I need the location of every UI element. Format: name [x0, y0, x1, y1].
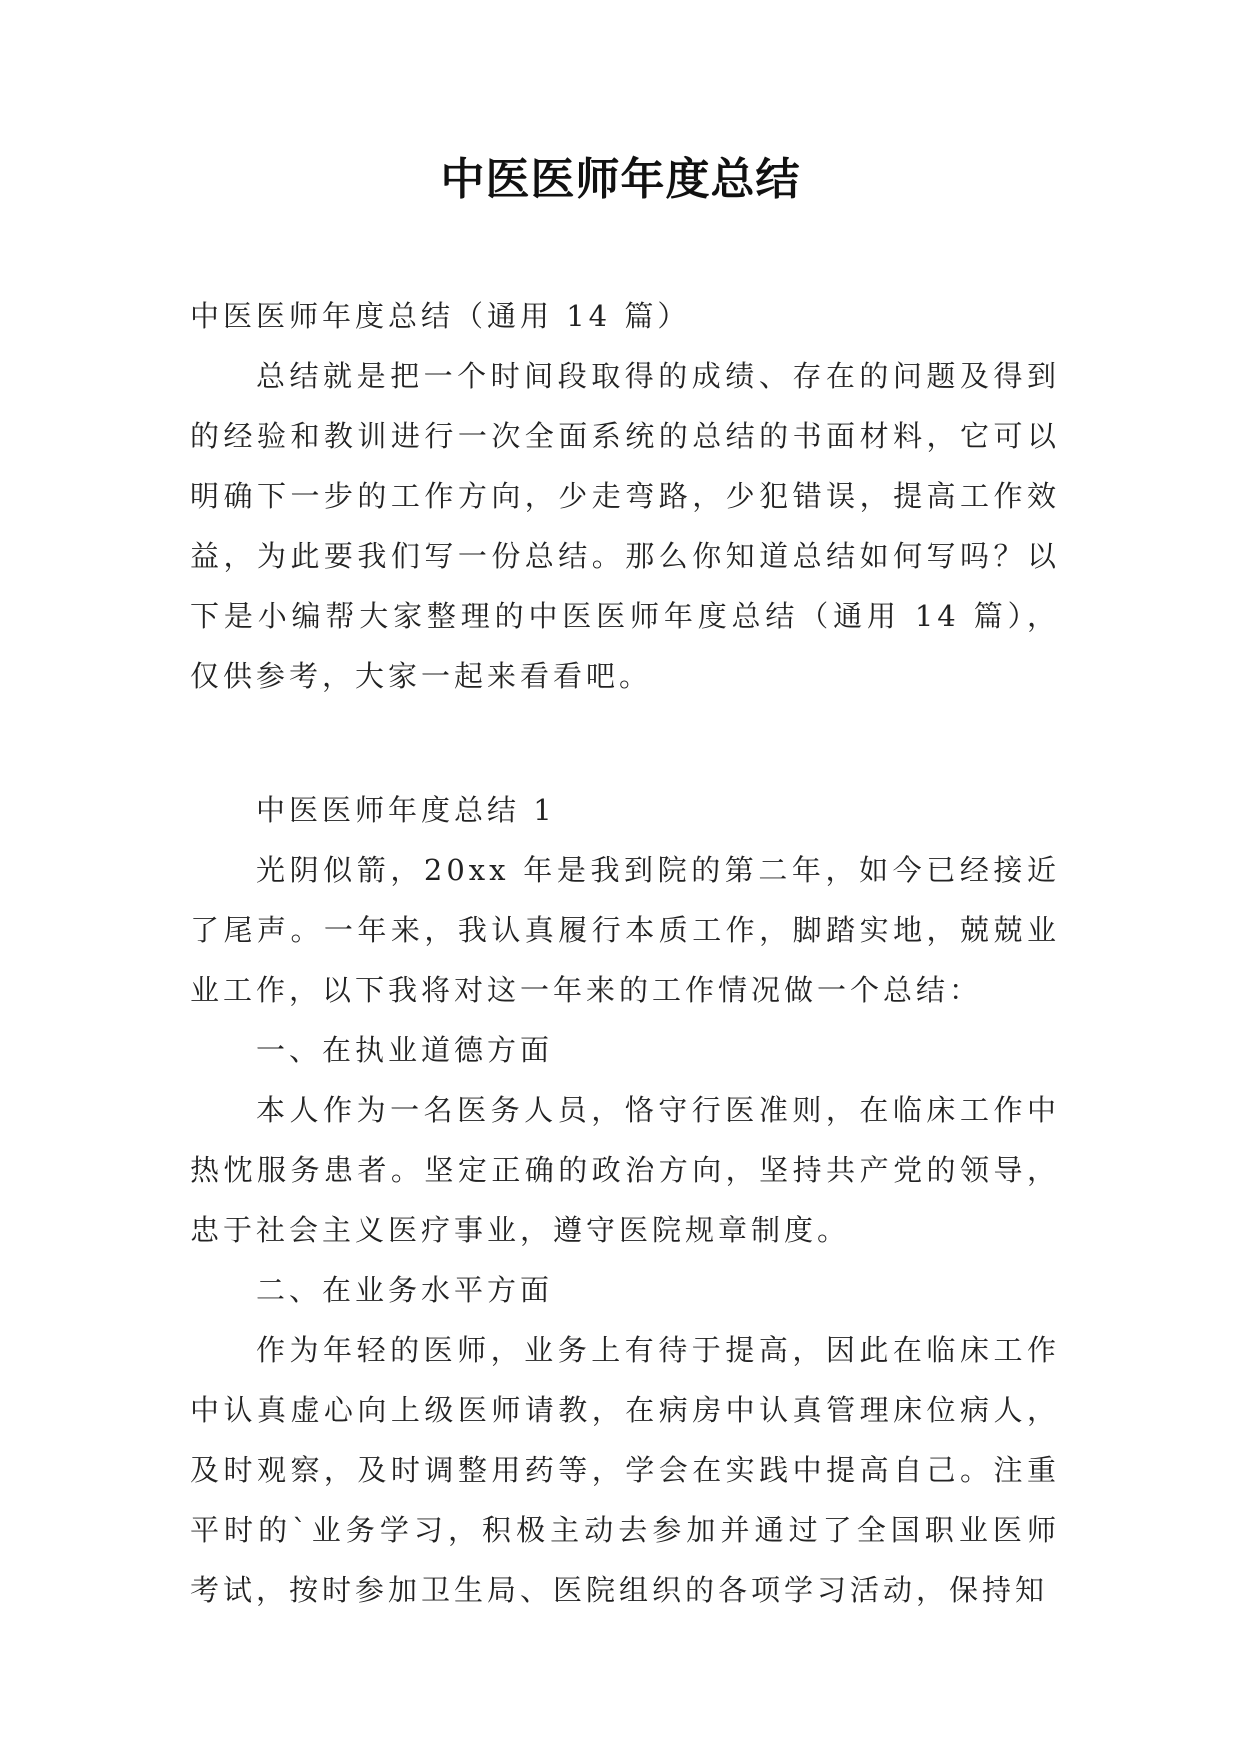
- document-subtitle: 中医医师年度总结（通用 14 篇）: [190, 299, 691, 333]
- document-body: [190, 286, 1060, 1620]
- intro-paragraph: 总结就是把一个时间段取得的成绩、存在的问题及得到的经验和教训进行一次全面系统的总结的书面材料，它可以明确下一步的工作方向，少走弯路，少犯错误，提高工作效益，为此要我们写一份总结。那么你知道总结如何写吗？以下是小编帮大家整理的中医医师年度总结（通用 14 篇），仅供参考，大家一起来看看吧。: [190, 359, 1060, 693]
- section-heading: 中医医师年度总结 1: [256, 793, 556, 827]
- document-title: 中医医师年度总结: [440, 154, 801, 205]
- subsection-heading: 二、在业务水平方面: [256, 1273, 554, 1307]
- body-paragraph: 光阴似箭，20xx 年是我到院的第二年，如今已经接近了尾声。一年来，我认真履行本质工作，脚踏实地，兢兢业业工作，以下我将对这一年来的工作情况做一个总结：: [190, 853, 1060, 1007]
- section-spacer: [190, 706, 1060, 780]
- subsection-heading: 一、在执业道德方面: [256, 1033, 554, 1067]
- body-paragraph: 作为年轻的医师，业务上有待于提高，因此在临床工作中认真虚心向上级医师请教，在病房中认真管理床位病人，及时观察，及时调整用药等，学会在实践中提高自己。注重平时的`业务学习，积极主动去参加并通过了全国职业医师考试，按时参加卫生局、医院组织的各项学习活动，保持知: [190, 1333, 1060, 1607]
- body-paragraph: 本人作为一名医务人员，恪守行医准则，在临床工作中热忱服务患者。坚定正确的政治方向，坚持共产党的领导，忠于社会主义医疗事业，遵守医院规章制度。: [190, 1093, 1060, 1247]
